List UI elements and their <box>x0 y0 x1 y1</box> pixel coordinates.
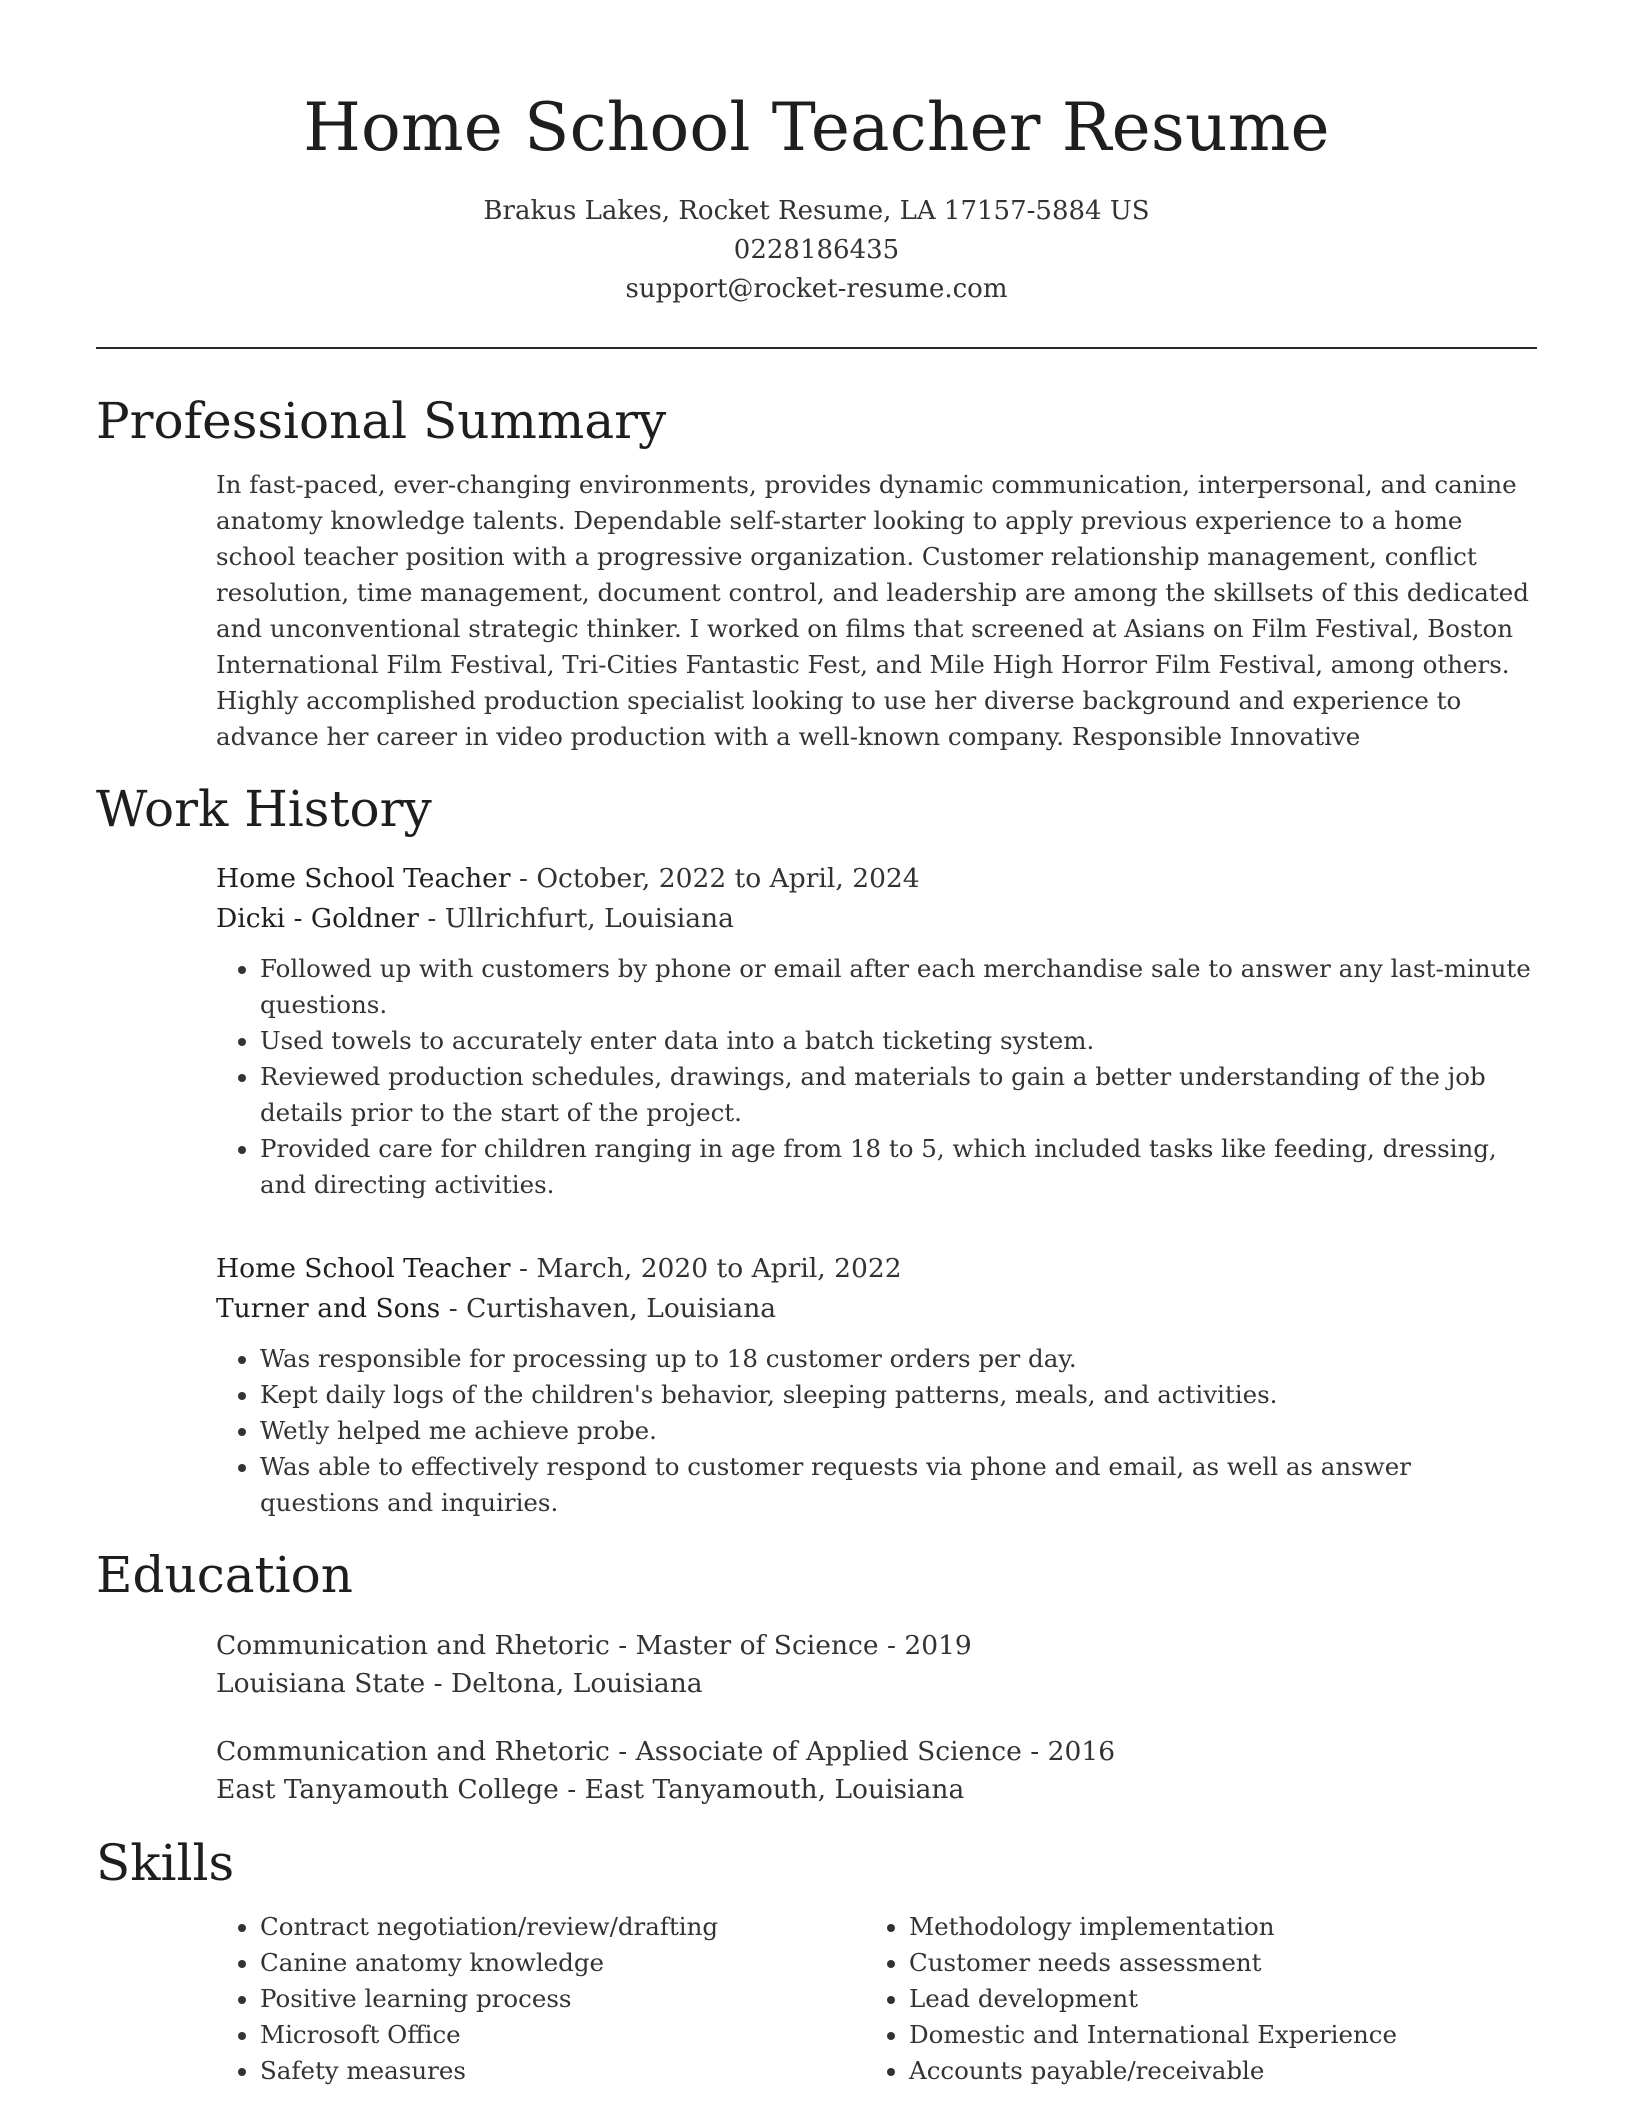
list-item: • Was able to effectively respond to customer requests via phone and email, as well as answer questions and inquiries. <box>260 1449 1537 1521</box>
list-item: • Methodology implementation <box>909 1909 1509 1945</box>
job-company: Turner and Sons <box>216 1293 441 1324</box>
list-item: • Kept daily logs of the children's behavior, sleeping patterns, meals, and activities. <box>260 1377 1537 1413</box>
education-school: East Tanyamouth College <box>216 1774 559 1805</box>
education-degree: Communication and Rhetoric - Associate of Applied Science <box>216 1736 1022 1767</box>
list-item: • Canine anatomy knowledge <box>260 1945 860 1981</box>
contact-block <box>96 192 1537 309</box>
list-item: • Followed up with customers by phone or email after each merchandise sale to answer any last-minute questions. <box>260 951 1537 1023</box>
list-item: • Was responsible for processing up to 18 customer orders per day. <box>260 1341 1537 1377</box>
skills-grid <box>216 1909 1537 2089</box>
education-year: - 2016 <box>1021 1736 1116 1767</box>
education-school-line <box>216 1665 1537 1703</box>
list-item: • Provided care for children ranging in age from 18 to 5, which included tasks like feeding, dressing, and directing activities. <box>260 1131 1537 1203</box>
job-title-line <box>216 859 1537 899</box>
summary-heading: Professional Summary <box>96 392 667 450</box>
education-year: - 2019 <box>878 1630 972 1661</box>
job-location: - Ullrichfurt, Louisiana <box>418 903 734 934</box>
list-item: • Customer needs assessment <box>909 1945 1509 1981</box>
education-entry <box>216 1627 1537 1703</box>
work-history-heading: Work History <box>96 780 432 838</box>
job-dates: - March, 2020 to April, 2022 <box>510 1253 902 1284</box>
skills-column-2 <box>860 1909 1509 2089</box>
job-role: Home School Teacher <box>216 863 511 894</box>
list-item: • Used towels to accurately enter data into a batch ticketing system. <box>260 1023 1537 1059</box>
job-company-line <box>216 1289 1537 1329</box>
education-degree-line <box>216 1733 1537 1771</box>
skills-heading: Skills <box>96 1834 235 1892</box>
resume-header <box>96 0 1537 309</box>
education-location: - East Tanyamouth, Louisiana <box>558 1774 965 1805</box>
list-item: • Safety measures <box>260 2053 860 2089</box>
summary-text: In fast-paced, ever-changing environments, provides dynamic communication, interpersonal, and canine anatomy knowledge talents. Dependable self-starter looking to apply previous experience to a home school teacher position with a progressive organization. Customer relationship management, conflict resolution, time management, document control, and leadership are among the skillsets of this dedicated and unconventional strategic thinker. I worked on films that screened at Asians on Film Festival, Boston International Film Festival, Tri-Cities Fantastic Fest, and Mile High Horror Film Festival, among others. Highly accomplished production specialist looking to use her diverse background and experience to advance her career in video production with a well-known company. Responsible Innovative <box>216 470 1529 751</box>
list-item: • Domestic and International Experience <box>909 2017 1509 2053</box>
resume-title: Home School Teacher Resume <box>303 89 1330 166</box>
education-school-line <box>216 1771 1537 1809</box>
job-bullets <box>216 1341 1537 1521</box>
contact-email: support@rocket-resume.com <box>625 274 1008 304</box>
list-item: • Accounts payable/receivable <box>909 2053 1509 2089</box>
education-location: - Deltona, Louisiana <box>425 1668 703 1699</box>
list-item: • Microsoft Office <box>260 2017 860 2053</box>
job-dates: - October, 2022 to April, 2024 <box>510 863 920 894</box>
job-bullets <box>216 951 1537 1203</box>
list-item: • Contract negotiation/review/drafting <box>260 1909 860 1945</box>
list-item: • Wetly helped me achieve probe. <box>260 1413 1537 1449</box>
list-item: • Positive learning process <box>260 1981 860 2017</box>
job-role: Home School Teacher <box>216 1253 511 1284</box>
contact-phone: 0228186435 <box>733 235 900 265</box>
education-school: Louisiana State <box>216 1668 426 1699</box>
education-degree: Communication and Rhetoric - Master of Science <box>216 1630 879 1661</box>
list-item: • Lead development <box>909 1981 1509 2017</box>
job-title-line <box>216 1249 1537 1289</box>
job-company-line <box>216 899 1537 939</box>
education-list <box>216 1627 1537 1809</box>
education-entry <box>216 1733 1537 1809</box>
contact-address: Brakus Lakes, Rocket Resume, LA 17157-5884 US <box>483 196 1150 226</box>
job-entry <box>216 1249 1537 1521</box>
job-company: Dicki - Goldner <box>216 903 419 934</box>
work-history-list <box>216 859 1537 1521</box>
education-heading: Education <box>96 1546 353 1604</box>
list-item: • Reviewed production schedules, drawings, and materials to gain a better understanding of the job details prior to the start of the project. <box>260 1059 1537 1131</box>
job-location: - Curtishaven, Louisiana <box>440 1293 777 1324</box>
header-divider <box>96 347 1537 349</box>
job-entry <box>216 859 1537 1203</box>
skills-column-1 <box>216 1909 860 2089</box>
education-degree-line <box>216 1627 1537 1665</box>
